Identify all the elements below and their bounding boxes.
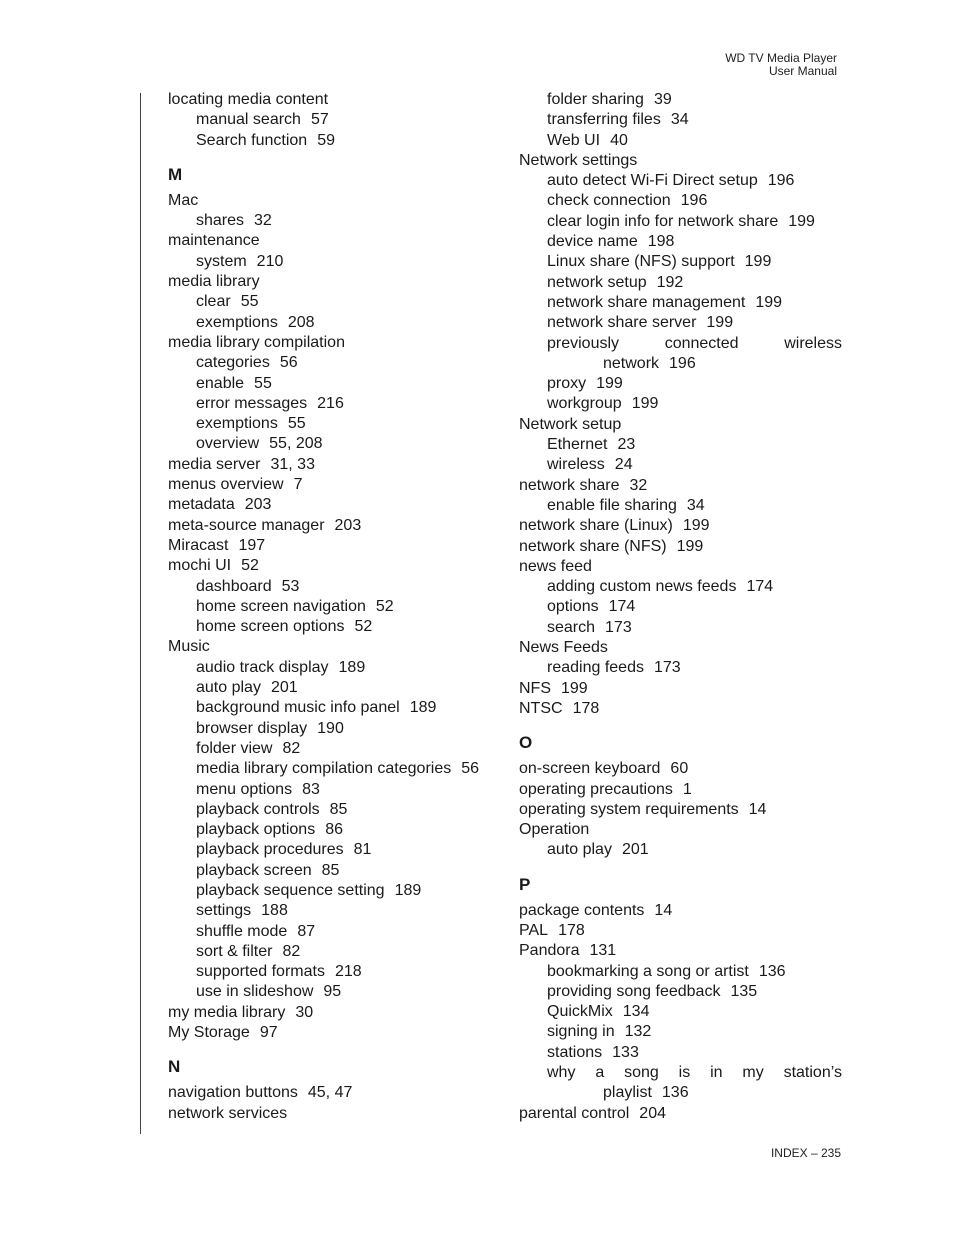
index-term: enable file sharing	[547, 496, 677, 514]
index-term: Search function	[196, 131, 308, 149]
index-term: Music	[168, 638, 210, 656]
index-term: Miracast	[168, 536, 229, 554]
index-term: check connection	[547, 192, 671, 210]
index-entry	[168, 800, 498, 820]
index-term: NFS	[519, 679, 551, 697]
index-page-ref[interactable]: 173	[605, 618, 632, 636]
index-page-ref[interactable]: 14	[654, 901, 673, 919]
index-page-ref[interactable]: 199	[744, 253, 772, 271]
index-term: why a song is in my station’s	[547, 1064, 842, 1082]
index-entry	[168, 780, 498, 800]
index-column-left	[168, 90, 498, 1124]
index-page-ref[interactable]: 83	[302, 780, 320, 798]
index-page-ref[interactable]: 56	[461, 760, 480, 778]
index-page-ref[interactable]: 34	[686, 496, 705, 514]
index-entry	[168, 110, 498, 130]
index-term: news feed	[519, 557, 592, 575]
index-page-ref[interactable]: 203	[334, 516, 362, 534]
index-term: network setup	[547, 273, 647, 291]
index-term: media library	[168, 273, 260, 291]
index-term: meta-source manager	[168, 516, 325, 534]
index-page-ref[interactable]: 52	[375, 597, 394, 615]
index-page-ref[interactable]: 174	[746, 578, 774, 596]
index-page-ref[interactable]: 14	[748, 800, 767, 818]
index-term: network share server	[547, 314, 697, 332]
index-entry	[168, 901, 498, 921]
header-title: WD TV Media Player	[725, 51, 837, 65]
index-entry	[519, 313, 842, 333]
index-page-ref[interactable]: 39	[653, 91, 672, 108]
index-page-ref[interactable]: 40	[610, 131, 628, 149]
index-term: device name	[547, 233, 638, 251]
index-term: overview	[196, 435, 260, 453]
index-entry	[519, 921, 842, 941]
index-entry	[168, 861, 498, 881]
index-letter-heading: O	[519, 733, 533, 753]
index-term: playback sequence setting	[196, 881, 385, 899]
running-header	[725, 52, 837, 78]
index-entry	[519, 374, 842, 394]
index-page-ref[interactable]: 30	[295, 1003, 314, 1021]
index-term: exemptions	[196, 415, 278, 433]
index-page-ref[interactable]: 135	[730, 982, 758, 1000]
index-page-ref[interactable]: 189	[338, 658, 366, 676]
index-entry	[168, 942, 498, 962]
index-term: playback procedures	[196, 841, 344, 859]
index-entry	[168, 231, 498, 251]
index-page-ref[interactable]: 204	[639, 1104, 666, 1122]
index-term: mochi UI	[168, 557, 232, 575]
index-entry	[519, 557, 842, 577]
index-entry	[519, 577, 842, 597]
index-entry	[519, 1043, 842, 1063]
index-entry	[168, 516, 498, 536]
index-entry	[168, 678, 498, 698]
index-entry	[519, 597, 842, 617]
index-page-ref[interactable]: 192	[656, 273, 684, 291]
index-page-ref[interactable]: 52	[241, 557, 259, 575]
index-column-right	[519, 90, 842, 1124]
index-term: media server	[168, 455, 261, 473]
index-page-ref[interactable]: 85	[329, 800, 348, 818]
index-term: locating media content	[168, 91, 329, 108]
index-entry	[519, 962, 842, 982]
index-entry	[519, 191, 842, 211]
index-entry	[168, 922, 498, 942]
index-entry	[519, 840, 842, 860]
index-term: signing in	[547, 1023, 615, 1041]
index-term: providing song feedback	[547, 982, 721, 1000]
index-entry	[168, 759, 498, 779]
index-term: Network setup	[519, 415, 622, 433]
index-page-ref[interactable]: 136	[661, 1084, 689, 1102]
index-page-ref[interactable]: 208	[287, 313, 315, 331]
index-entry	[519, 232, 842, 252]
index-page-ref[interactable]: 218	[334, 963, 362, 981]
index-term: wireless	[547, 456, 605, 474]
index-term: Pandora	[519, 942, 580, 960]
index-page-ref[interactable]: 201	[270, 679, 298, 697]
index-entry	[519, 982, 842, 1002]
index-term: auto detect Wi-Fi Direct setup	[547, 172, 758, 190]
index-entry	[168, 962, 498, 982]
index-page-ref[interactable]: 188	[261, 902, 288, 920]
index-page-ref[interactable]: 7	[293, 476, 303, 494]
index-page-ref[interactable]: 97	[259, 1024, 278, 1042]
index-entry	[519, 1022, 842, 1042]
index-page-ref[interactable]: 203	[244, 496, 272, 514]
index-page-ref[interactable]: 23	[617, 436, 636, 454]
index-term: adding custom news feeds	[547, 578, 737, 596]
index-page-ref[interactable]: 199	[755, 293, 783, 311]
index-entry	[168, 556, 498, 576]
index-page-ref[interactable]: 53	[281, 577, 300, 595]
index-entry	[519, 273, 842, 293]
index-entry	[519, 901, 842, 921]
index-entry	[519, 354, 842, 374]
index-term: Network settings	[519, 151, 638, 169]
index-page-ref[interactable]: 55	[240, 293, 259, 311]
index-entry	[519, 151, 842, 171]
index-term: exemptions	[196, 313, 278, 331]
index-term: playback screen	[196, 861, 312, 879]
index-term: folder sharing	[547, 91, 644, 108]
index-page-ref[interactable]: 199	[788, 212, 815, 230]
index-term: auto play	[547, 841, 612, 859]
index-entry	[519, 90, 842, 110]
index-entry	[519, 415, 842, 435]
index-entry	[168, 536, 498, 556]
index-entry	[168, 820, 498, 840]
index-entry	[168, 252, 498, 272]
index-term: workgroup	[547, 395, 622, 413]
index-page-ref[interactable]: 95	[323, 983, 342, 1001]
index-page-ref[interactable]: 55	[254, 374, 272, 392]
index-entry	[168, 1083, 498, 1103]
index-entry	[168, 333, 498, 353]
index-entry	[168, 313, 498, 333]
index-term: shares	[196, 212, 245, 230]
index-term: parental control	[519, 1104, 630, 1122]
index-page-ref[interactable]: 199	[596, 375, 623, 393]
index-entry	[168, 191, 498, 211]
index-term: NTSC	[519, 699, 563, 717]
index-entry	[519, 455, 842, 475]
index-page-ref[interactable]: 178	[558, 921, 585, 939]
index-term: settings	[196, 902, 252, 920]
index-entry	[519, 293, 842, 313]
index-letter-heading: P	[519, 874, 531, 894]
index-entry	[168, 374, 498, 394]
index-term: folder view	[196, 739, 273, 757]
index-entry	[168, 719, 498, 739]
index-entry	[519, 941, 842, 961]
index-entry	[519, 1063, 842, 1083]
index-page-ref[interactable]: 199	[706, 314, 734, 332]
index-term: use in slideshow	[196, 983, 314, 1001]
index-page-ref[interactable]: 32	[254, 212, 272, 230]
index-entry	[168, 881, 498, 901]
index-letter-heading: M	[168, 164, 183, 184]
index-term: network share (Linux)	[519, 517, 673, 535]
index-entry	[168, 1003, 498, 1023]
index-entry	[168, 455, 498, 475]
index-page-ref[interactable]: 57	[310, 111, 329, 129]
index-entry	[168, 131, 498, 151]
index-letter-heading: N	[168, 1057, 181, 1077]
index-entry	[168, 292, 498, 312]
index-entry	[519, 110, 842, 130]
index-term: proxy	[547, 375, 587, 393]
index-entry	[519, 1083, 842, 1103]
index-term: network services	[168, 1104, 288, 1122]
index-entry	[168, 840, 498, 860]
index-page-ref[interactable]: 82	[282, 739, 301, 757]
index-page-ref[interactable]: 82	[282, 942, 301, 960]
index-entry	[168, 982, 498, 1002]
index-page-ref[interactable]: 131	[589, 942, 617, 960]
index-term: operating precautions	[519, 780, 673, 798]
index-entry	[168, 495, 498, 515]
index-term: Linux share (NFS) support	[547, 253, 735, 271]
index-entry	[519, 516, 842, 536]
index-page-ref[interactable]: 24	[614, 456, 633, 474]
index-term: operating system requirements	[519, 800, 739, 818]
index-page-ref[interactable]: 199	[682, 517, 710, 535]
index-term: transferring files	[547, 111, 661, 129]
index-term: reading feeds	[547, 659, 644, 677]
index-page-ref[interactable]: 210	[256, 252, 284, 270]
index-term: clear login info for network share	[547, 212, 779, 230]
index-term: media library compilation categories	[196, 760, 452, 778]
index-page-ref[interactable]: 173	[653, 659, 681, 677]
index-page-ref[interactable]: 55	[287, 415, 306, 433]
index-term: playback options	[196, 821, 316, 839]
index-entry	[168, 272, 498, 292]
index-page-ref[interactable]: 196	[767, 172, 795, 190]
index-page-ref[interactable]: 136	[758, 962, 786, 980]
index-entry	[519, 658, 842, 678]
index-page-ref[interactable]: 34	[670, 111, 689, 129]
index-term: My Storage	[168, 1024, 250, 1042]
index-page-ref[interactable]: 198	[647, 233, 675, 251]
index-entry	[168, 698, 498, 718]
index-page-ref[interactable]: 201	[621, 841, 649, 859]
index-entry	[519, 476, 842, 496]
index-term: PAL	[519, 921, 549, 939]
index-term: Mac	[168, 191, 199, 209]
index-term: audio track display	[196, 658, 329, 676]
index-term: menu options	[196, 780, 293, 798]
index-page-ref[interactable]: 196	[680, 192, 708, 210]
index-entry	[519, 780, 842, 800]
index-term: maintenance	[168, 232, 260, 250]
index-term: News Feeds	[519, 639, 608, 657]
index-entry	[519, 394, 842, 414]
index-term: Ethernet	[547, 436, 608, 454]
index-term: previously connected wireless	[547, 334, 842, 352]
index-page-ref[interactable]: 134	[622, 1003, 650, 1021]
index-term: media library compilation	[168, 333, 345, 351]
margin-rule	[140, 93, 141, 1134]
index-term: supported formats	[196, 963, 325, 981]
index-entry	[519, 618, 842, 638]
index-page-ref[interactable]: 45, 47	[307, 1084, 353, 1102]
index-term: dashboard	[196, 577, 272, 595]
index-entry	[168, 1023, 498, 1043]
index-entry	[168, 597, 498, 617]
index-entry	[168, 90, 498, 110]
index-term: search	[547, 618, 596, 636]
index-page-ref[interactable]: 86	[325, 821, 343, 839]
index-term: error messages	[196, 394, 308, 412]
index-term: enable	[196, 374, 245, 392]
index-entry	[519, 537, 842, 557]
index-term: bookmarking a song or artist	[547, 962, 749, 980]
index-term: playlist	[603, 1084, 652, 1102]
index-entry	[519, 820, 842, 840]
index-page-ref[interactable]: 190	[317, 719, 344, 737]
index-term: metadata	[168, 496, 235, 514]
index-entry	[519, 334, 842, 354]
index-entry	[168, 475, 498, 495]
index-page-ref[interactable]: 199	[561, 679, 588, 697]
index-entry	[168, 617, 498, 637]
index-term: Web UI	[547, 131, 601, 149]
index-term: clear	[196, 293, 231, 311]
index-page-ref[interactable]: 87	[297, 922, 316, 940]
index-entry	[519, 800, 842, 820]
index-term: manual search	[196, 111, 301, 129]
index-entry	[168, 1104, 498, 1124]
index-entry	[168, 658, 498, 678]
header-subtitle: User Manual	[768, 64, 837, 78]
index-term: options	[547, 598, 599, 616]
index-page-ref[interactable]: 55, 208	[269, 435, 323, 453]
index-entry	[519, 131, 842, 151]
index-entry	[168, 739, 498, 759]
index-entry	[519, 679, 842, 699]
index-term: home screen navigation	[196, 597, 366, 615]
index-page-ref[interactable]: 32	[629, 476, 648, 494]
index-page-ref[interactable]: 189	[394, 881, 422, 899]
index-term: shuffle mode	[196, 922, 288, 940]
index-entry	[168, 434, 498, 454]
index-page-ref[interactable]: 174	[608, 598, 636, 616]
index-term: my media library	[168, 1003, 286, 1021]
index-term: package contents	[519, 901, 645, 919]
index-page-ref[interactable]: 178	[572, 699, 600, 717]
index-term: network share	[519, 476, 620, 494]
index-term: QuickMix	[547, 1003, 613, 1021]
index-entry	[168, 414, 498, 434]
index-term: browser display	[196, 719, 308, 737]
index-page-ref[interactable]: 60	[670, 760, 689, 778]
index-page-ref[interactable]: 189	[409, 699, 437, 717]
index-term: system	[196, 252, 247, 270]
index-page-ref[interactable]: 132	[624, 1023, 652, 1041]
index-entry	[519, 212, 842, 232]
index-entry	[519, 435, 842, 455]
index-term: categories	[196, 354, 270, 372]
index-page-ref[interactable]: 59	[317, 131, 335, 149]
index-term: network share (NFS)	[519, 537, 667, 555]
index-entry	[168, 577, 498, 597]
index-term: stations	[547, 1043, 603, 1061]
index-page-ref[interactable]: 56	[279, 354, 298, 372]
index-term: playback controls	[196, 800, 320, 818]
index-page-ref[interactable]: 85	[321, 861, 340, 879]
index-entry	[519, 496, 842, 516]
index-entry	[168, 637, 498, 657]
index-term: on-screen keyboard	[519, 760, 661, 778]
page-footer: INDEX – 235	[770, 1146, 841, 1160]
index-term: background music info panel	[196, 699, 400, 717]
index-page-ref[interactable]: 31, 33	[270, 455, 315, 473]
index-entry	[519, 1002, 842, 1022]
index-entry	[168, 211, 498, 231]
index-page-ref[interactable]: 196	[669, 354, 696, 372]
index-term: network share management	[547, 293, 746, 311]
index-term: menus overview	[168, 476, 284, 494]
index-term: Operation	[519, 821, 590, 839]
index-page-ref[interactable]: 133	[612, 1043, 639, 1061]
index-entry	[168, 394, 498, 414]
index-page-ref[interactable]: 197	[238, 536, 266, 554]
index-entry	[519, 1104, 842, 1124]
index-page-ref[interactable]: 216	[317, 394, 344, 412]
index-term: auto play	[196, 679, 261, 697]
index-page-ref[interactable]: 1	[682, 780, 692, 798]
index-entry	[168, 353, 498, 373]
index-entry	[519, 252, 842, 272]
index-page-ref[interactable]: 199	[676, 537, 704, 555]
index-entry	[519, 171, 842, 191]
index-entry	[519, 638, 842, 658]
index-term: sort & filter	[196, 942, 273, 960]
index-page-ref[interactable]: 199	[631, 395, 659, 413]
index-term: network	[603, 354, 660, 372]
index-term: home screen options	[196, 618, 345, 636]
index-page-ref[interactable]: 81	[353, 841, 372, 859]
index-page-ref[interactable]: 52	[354, 618, 373, 636]
index-term: navigation buttons	[168, 1084, 298, 1102]
index-entry	[519, 699, 842, 719]
index-entry	[519, 759, 842, 779]
